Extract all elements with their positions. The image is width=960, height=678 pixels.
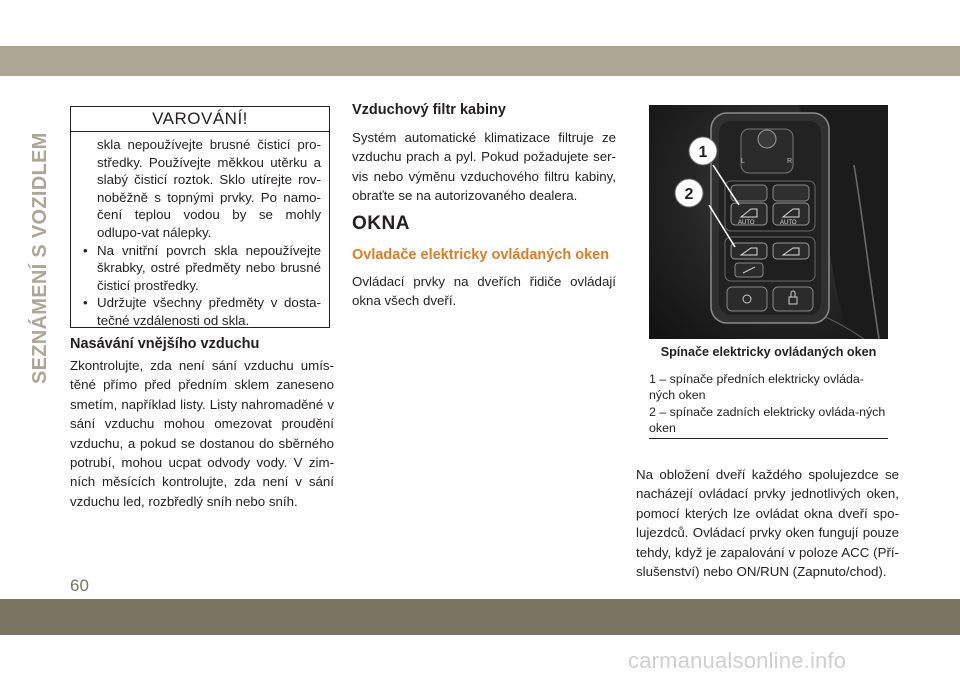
warning-continuation-text: skla nepoužívejte brusné čisticí pro-středky. Používejte měkkou utěrku a slabý čisticí roztok. Sklo utírejte rov-noběžně s topnými prvky. Po namo-čení teplou vodou by se mohly odlupo-vat nálepky.: [97, 137, 321, 240]
warning-bullet-text: Na vnitřní povrch skla nepoužívejte škrabky, ostré předměty nebo brusné čisticí prostředky.: [97, 242, 321, 293]
callout-1-label: 1: [698, 144, 708, 161]
legend-item: 2 – spínače zadních elektricky ovláda-ných oken: [649, 404, 886, 435]
power-window-controls-subheading: Ovladače elektricky ovládaných oken: [352, 247, 610, 263]
outside-air-paragraph: Zkontrolujte, zda není sání vzduchu umís-těné přímo před předním sklem zaneseno smetím, například listy. Listy nahromaděné v sání vzduchu mohou omezovat proudění vzduchu, a pokud se dostanou do sběrného potrubí, mohou ucpat odvody vody. V zim-ních měsících kontrolujte, zda není v sání vzduchu led, rozbředlý sníh nebo sníh.: [70, 358, 334, 509]
front-left-auto-label: AUTO: [738, 220, 755, 226]
bullet-icon: •: [83, 295, 88, 311]
cabin-filter-heading: Vzduchový filtr kabiny: [352, 102, 506, 118]
figure-legend: [649, 371, 888, 436]
mirror-left-label: L: [741, 158, 745, 165]
top-header-band: [0, 46, 960, 76]
bottom-footer-band: [0, 599, 960, 635]
cabin-filter-paragraph: Systém automatické klimatizace filtruje ze vzduchu prach a pyl. Pokud požadujete ser-vis nebo výměnu vzduchového filtru kabiny, obraťte se na autorizovaného dealera.: [352, 130, 616, 204]
warning-bullet: [81, 294, 321, 329]
legend-item: 1 – spínače předních elektricky ovláda-ných oken: [649, 372, 864, 403]
callout-2-label: 2: [684, 186, 694, 203]
driver-door-controls-paragraph: Ovládací prvky na dveřích řidiče ovládají okna všech dveří.: [352, 274, 616, 309]
warning-bullet-text: Udržujte všechny předměty v dosta-tečné vzdálenosti od skla.: [97, 295, 321, 328]
mirror-right-label: R: [787, 158, 793, 165]
warning-box: [70, 106, 330, 328]
warning-body: [71, 132, 329, 330]
bullet-icon: •: [83, 242, 88, 258]
outside-air-heading: Nasávání vnějšího vzduchu: [70, 336, 260, 352]
watermark-text: carmanualsonline.info: [628, 648, 847, 673]
windows-section-title: OKNA: [352, 213, 410, 234]
warning-bullet: [81, 242, 321, 295]
warning-title: VAROVÁNÍ!: [71, 107, 329, 132]
power-window-switch-photo: [649, 105, 888, 339]
page-number: 60: [70, 576, 89, 595]
passenger-controls-paragraph: Na obložení dveří každého spolujezdce se nacházejí ovládací prvky jednotlivých oken, pomocí kterých lze ovládat okna dveří spo-lujezdců. Ovládací prvky oken fungují pouze tehdy, když je zapalování v poloze ACC (Pří-slušenství) nebo ON/RUN (Zapnuto/chod).: [636, 467, 899, 580]
front-right-auto-label: AUTO: [780, 220, 797, 226]
figure-caption-title: Spínače elektricky ovládaných oken: [660, 345, 877, 359]
legend-divider: [649, 438, 888, 439]
side-section-title: SEZNÁMENÍ S VOZIDLEM: [29, 132, 51, 384]
